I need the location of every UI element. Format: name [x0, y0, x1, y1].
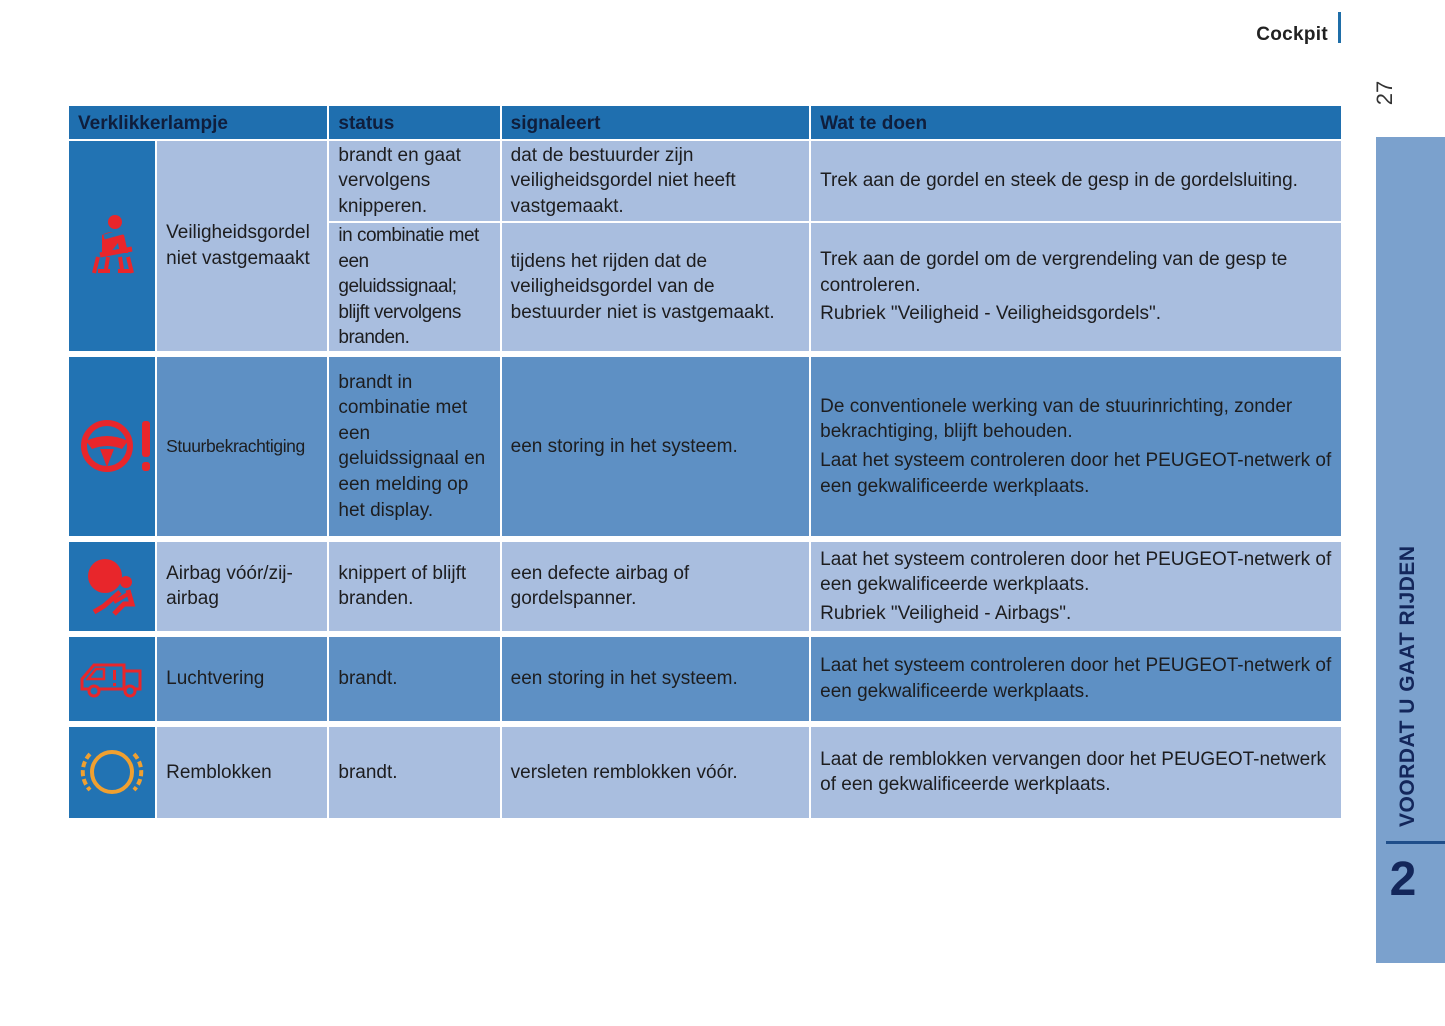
- icon-cell: [69, 727, 155, 818]
- table-row: [69, 141, 1341, 221]
- lamp-name: Veiligheidsgordel niet vastgemaakt: [157, 141, 327, 351]
- power-steering-icon: [78, 415, 158, 477]
- section-title: Cockpit: [1256, 24, 1328, 45]
- action-reference: Rubriek "Veiligheid - Veiligheidsgordels".: [820, 303, 1162, 325]
- seatbelt-icon: [84, 213, 140, 279]
- column-header-lamp: Verklikkerlampje: [69, 106, 327, 139]
- icon-cell: [69, 637, 155, 721]
- signal-text: een storing in het systeem.: [502, 357, 809, 536]
- status-text: brandt.: [329, 727, 499, 818]
- signal-text: dat de bestuurder zijn veiligheidsgordel niet heeft vastgemaakt.: [502, 141, 809, 221]
- table-header-row: [69, 106, 1341, 139]
- warning-lamps-table: [67, 104, 1343, 820]
- action-text: Laat het systeem controleren door het PEUGEOT-netwerk of een gekwalificeerde werkplaats.: [820, 449, 1332, 497]
- table-row: [69, 637, 1341, 721]
- chapter-tab-label: VOORDAT U GAAT RIJDEN: [1396, 545, 1419, 827]
- column-header-signal: signaleert: [502, 106, 809, 139]
- brake-pads-icon: [78, 742, 146, 802]
- action-reference: Rubriek "Veiligheid - Airbags".: [820, 602, 1072, 624]
- signal-text: een defecte airbag of gordelspanner.: [502, 542, 809, 631]
- lamp-name: Remblokken: [157, 727, 327, 818]
- table-row: [69, 357, 1341, 536]
- action-text: Laat het systeem controleren door het PEUGEOT-netwerk of een gekwalificeerde werkplaats.: [820, 548, 1332, 596]
- status-text: brandt in combinatie met een geluidssignaal en een melding op het display.: [329, 357, 499, 536]
- action-text: Trek aan de gordel om de vergrendeling van de gesp te controleren.: [820, 249, 1288, 296]
- action-cell: [811, 223, 1341, 351]
- signal-text: een storing in het systeem.: [502, 637, 809, 721]
- column-header-status: status: [329, 106, 499, 139]
- airbag-icon: [84, 556, 140, 616]
- signal-text: versleten remblokken vóór.: [502, 727, 809, 818]
- icon-cell: [69, 141, 155, 351]
- lamp-name: Luchtvering: [157, 637, 327, 721]
- chapter-tab-rule: [1386, 841, 1445, 844]
- header-rule: [1338, 12, 1341, 43]
- page-number: 27: [1372, 80, 1397, 106]
- signal-text: tijdens het rijden dat de veiligheidsgordel van de bestuurder niet is vastgemaakt.: [502, 223, 809, 351]
- icon-cell: [69, 357, 155, 536]
- table-row: [69, 542, 1341, 631]
- action-text: Laat het systeem controleren door het PEUGEOT-netwerk of een gekwalificeerde werkplaats.: [811, 637, 1341, 721]
- air-suspension-icon: [78, 657, 146, 701]
- action-text: Laat de remblokken vervangen door het PEUGEOT-netwerk of een gekwalificeerde werkplaats.: [811, 727, 1341, 818]
- status-text: brandt.: [329, 637, 499, 721]
- status-text: brandt en gaat vervolgens knipperen.: [329, 141, 499, 221]
- column-header-action: Wat te doen: [811, 106, 1341, 139]
- icon-cell: [69, 542, 155, 631]
- table-row: [69, 727, 1341, 818]
- chapter-number: 2: [1389, 853, 1417, 906]
- status-text: knippert of blijft branden.: [329, 542, 499, 631]
- action-cell: [811, 357, 1341, 536]
- lamp-name: Stuurbekrachtiging: [157, 357, 327, 536]
- action-cell: [811, 542, 1341, 631]
- lamp-name: Airbag vóór/zij-airbag: [157, 542, 327, 631]
- status-text: in combinatie met een geluidssignaal; blijft vervolgens branden.: [329, 223, 499, 351]
- action-text: Trek aan de gordel en steek de gesp in de gordelsluiting.: [811, 141, 1341, 221]
- action-text: De conventionele werking van de stuurinrichting, zonder bekrachtiging, blijft behouden.: [820, 395, 1293, 443]
